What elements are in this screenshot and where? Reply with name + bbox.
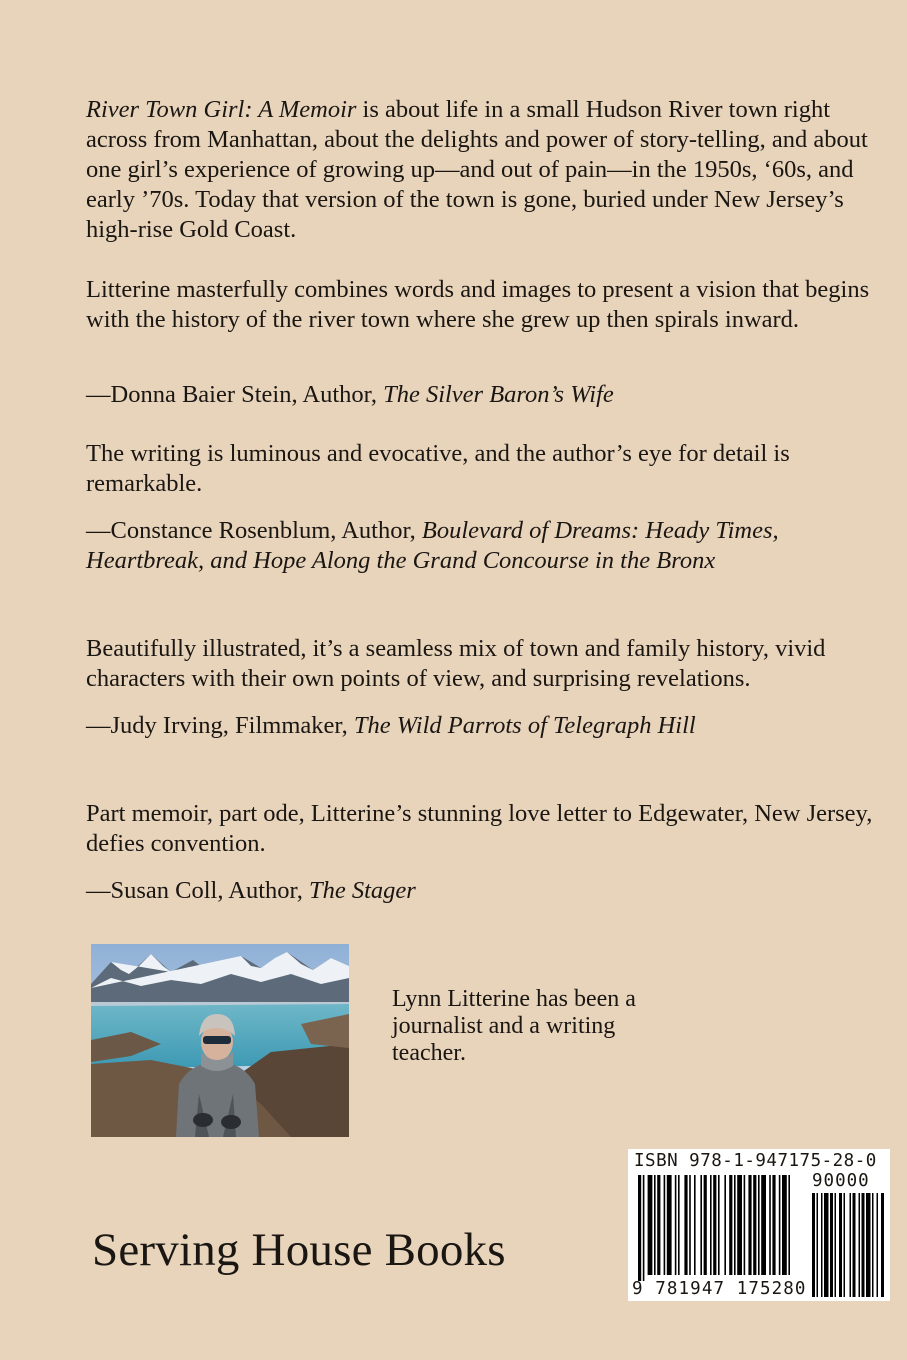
review-quote-1: Litterine masterfully combines words and images to present a vision that begins with the history of the river town where she grew up then spirals inward. <box>86 276 870 333</box>
book-title: River Town Girl: A Memoir <box>86 96 357 123</box>
review-work-4: The Stager <box>308 877 416 904</box>
review-author-4: —Susan Coll, Author, <box>86 877 309 904</box>
blurb-text: is about life in a small Hudson River town right across from Manhattan, about the delights and power of story-telling, and about one girl’s experience of growing up—and out of pain—in the 1950s, ‘60s, and early ’70s. Today that version of the town is gone, buried under New Jersey’s high-rise Gold Coast. <box>86 96 868 243</box>
review-work-2: Boulevard of Dreams: Heady Times, Heartbreak, and Hope Along the Grand Concourse in the Bronx <box>86 517 779 574</box>
review-work-1: The Silver Baron’s Wife <box>383 381 614 408</box>
author-bio: Lynn Litterine has been a journalist and a writing teacher. <box>392 986 636 1066</box>
review-author-1: —Donna Baier Stein, Author, <box>86 381 384 408</box>
ean-number: 9 781947 175280 <box>632 1279 807 1299</box>
publisher-name: Serving House Books <box>92 1224 506 1276</box>
isbn-number: ISBN 978-1-947175-28-0 <box>634 1151 877 1171</box>
review-author-2: —Constance Rosenblum, Author, <box>86 517 422 544</box>
review-attribution-3 <box>86 711 876 741</box>
review-quote-3: Beautifully illustrated, it’s a seamless mix of town and family history, vivid characters with their own points of view, and surprising revelations. <box>86 635 826 692</box>
review-attribution-1 <box>86 380 876 410</box>
book-blurb <box>86 95 876 245</box>
author-photo <box>91 944 349 1137</box>
review-quote-2: The writing is luminous and evocative, and the author’s eye for detail is remarkable. <box>86 440 790 497</box>
review-quote-4: Part memoir, part ode, Litterine’s stunning love letter to Edgewater, New Jersey, defies convention. <box>86 800 873 857</box>
isbn-barcode <box>628 1149 890 1301</box>
review-work-3: The Wild Parrots of Telegraph Hill <box>353 712 696 739</box>
review-author-3: —Judy Irving, Filmmaker, <box>86 712 354 739</box>
review-attribution-2 <box>86 516 876 576</box>
review-attribution-4 <box>86 876 876 906</box>
price-addon-number: 90000 <box>812 1171 870 1191</box>
